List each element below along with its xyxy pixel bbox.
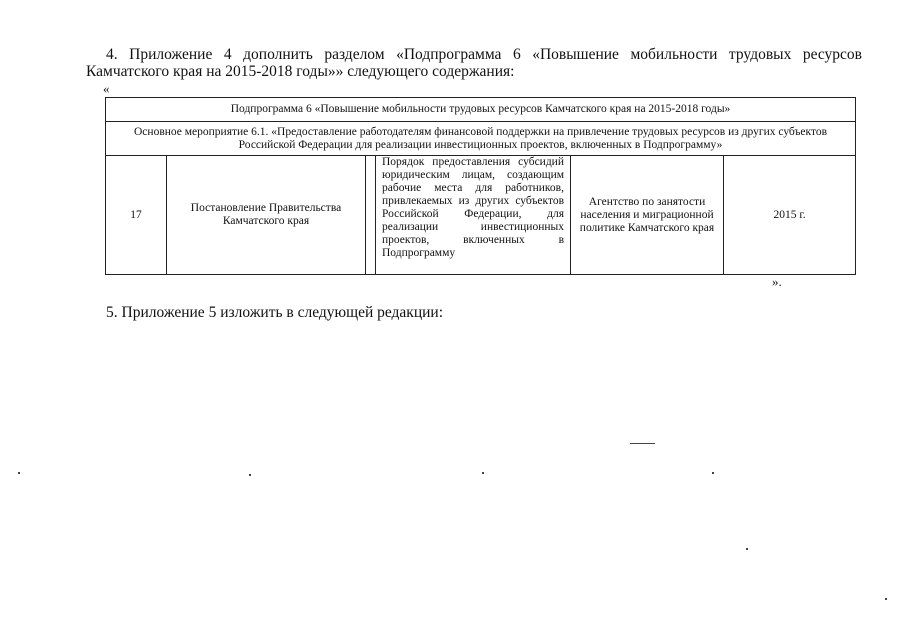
subprogram-table	[105, 97, 856, 275]
scan-speck	[18, 472, 20, 474]
scan-speck	[630, 443, 655, 444]
paragraph-4: 4. Приложение 4 дополнить разделом «Подпрограмма 6 «Повышение мобильности трудовых ресурсов Камчатского края на 2015-2018 годы»» следующего содержания:	[86, 46, 862, 80]
paragraph-5: 5. Приложение 5 изложить в следующей редакции:	[106, 304, 444, 321]
opening-quote: «	[103, 81, 110, 96]
table-row	[106, 156, 856, 275]
row-number: 17	[106, 156, 167, 275]
scan-speck	[249, 474, 251, 476]
scan-speck	[885, 598, 887, 600]
closing-quote: ».	[772, 274, 782, 289]
row-description: Порядок предоставления субсидий юридическим лицам, создающим рабочие места для работников, привлекаемых из других субъектов Российской Федерации, для реализации инвестиционных проектов, включенных в Подпрограмму	[376, 156, 571, 275]
row-document: Постановление Правительства Камчатского края	[167, 156, 366, 275]
scan-speck	[712, 472, 714, 474]
row-agency: Агентство по занятости населения и миграционной политике Камчатского края	[571, 156, 724, 275]
scan-speck	[746, 548, 748, 550]
subprogram-header: Подпрограмма 6 «Повышение мобильности трудовых ресурсов Камчатского края на 2015-2018 годы»	[106, 98, 856, 122]
row-year: 2015 г.	[724, 156, 856, 275]
scan-speck	[482, 472, 484, 474]
main-activity-header: Основное мероприятие 6.1. «Предоставление работодателям финансовой поддержки на привлечение трудовых ресурсов из других субъектов Российской Федерации для реализации инвестиционных проектов, включенных в Подпрограмму»	[106, 122, 856, 156]
row-spacer-cell	[366, 156, 376, 275]
